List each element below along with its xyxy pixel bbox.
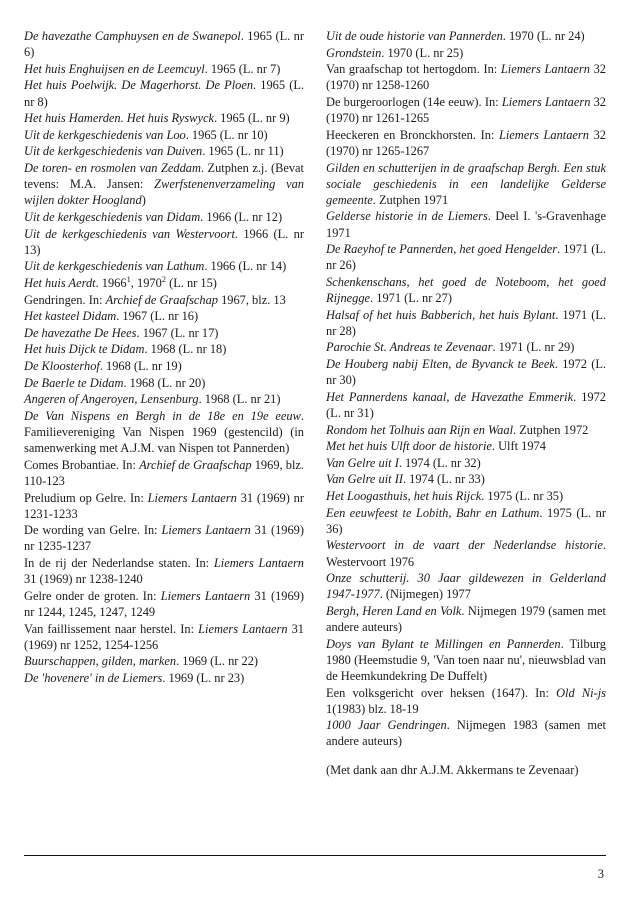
bibliography-entry: Uit de oude historie van Pannerden. 1970 (L. nr 24) — [326, 29, 585, 43]
bibliography-entry: Uit de kerkgeschiedenis van Lathum. 1966 (L. nr 14) — [24, 259, 287, 274]
bibliography-entry: Uit de kerkgeschiedenis van Duiven. 1965 (L. nr 11) — [24, 144, 284, 159]
bibliography-entry: Het huis Poelwijk. De Magerhorst. De Ploen. 1965 (L. nr 8) — [24, 78, 305, 109]
bibliography-entry: De Houberg nabij Elten, de Byvanck te Beek. 1972 (L. nr 30) — [326, 357, 606, 388]
bibliography-entry: De havezathe Camphuysen en de Swanepol. 1965 (L. nr 6) — [24, 29, 304, 60]
bibliography-entry: In de rij der Nederlandse staten. In: Liemers Lantaern 31 (1969) nr 1238-1240 — [24, 556, 304, 587]
bibliography-entry: Gilden en schutterijen in de graafschap Bergh. Een stuk sociale geschiedenis in een landelijke Gelderse gemeente. Zutphen 1971 — [326, 160, 606, 207]
bibliography-entry: Buurschappen, gilden, marken. 1969 (L. nr 22) — [24, 654, 259, 669]
bibliography-entry: Het huis Enghuijsen en de Leemcuyl. 1965 (L. nr 7) — [24, 61, 281, 76]
bibliography-entry: Grondstein. 1970 (L. nr 25) — [326, 45, 464, 60]
bibliography-entry: Heeckeren en Bronckhorsten. In: Liemers Lantaern 32 (1970) nr 1265-1267 — [326, 127, 606, 158]
footer-rule — [24, 855, 606, 856]
bibliography-entry: De havezathe De Hees. 1967 (L. nr 17) — [24, 325, 219, 340]
bibliography-entry: Van Gelre uit I. 1974 (L. nr 32) — [326, 455, 481, 470]
bibliography-entry: Het Pannerdens kanaal, de Havezathe Emmerik. 1972 (L. nr 31) — [326, 389, 606, 420]
bibliography-entry: De toren- en rosmolen van Zeddam. Zutphen z.j. (Bevat tevens: M.A. Jansen: Zwerfstenenverzameling van wijlen dokter Hoogland) — [24, 161, 305, 208]
bibliography-entry: Halsaf of het huis Babberich, het huis Bylant. 1971 (L. nr 28) — [326, 307, 606, 338]
bibliography-entry: Angeren of Angeroyen, Lensenburg. 1968 (L. nr 21) — [24, 392, 281, 407]
bibliography-entry: Rondom het Tolhuis aan Rijn en Waal. Zutphen 1972 — [326, 422, 589, 437]
bibliography-entry: Uit de kerkgeschiedenis van Loo. 1965 (L. nr 10) — [24, 127, 268, 142]
bibliography-entry: Bergh, Heren Land en Volk. Nijmegen 1979 (samen met andere auteurs) — [326, 603, 606, 634]
bibliography-entry: 1000 Jaar Gendringen. Nijmegen 1983 (samen met andere auteurs) — [326, 718, 606, 749]
bibliography-entry: Een eeuwfeest te Lobith, Bahr en Lathum. 1975 (L. nr 36) — [326, 505, 606, 536]
page-number: 3 — [597, 867, 604, 881]
bibliography-entry: De burgeroorlogen (14e eeuw). In: Liemers Lantaern 32 (1970) nr 1261-1265 — [326, 95, 606, 126]
bibliography-entry: Onze schutterij. 30 Jaar gildewezen in Gelderland 1947-1977. (Nijmegen) 1977 — [326, 571, 606, 602]
bibliography-entry: Gelderse historie in de Liemers. Deel I. 's-Gravenhage 1971 — [326, 209, 606, 240]
bibliography-entry: Uit de kerkgeschiedenis van Westervoort. 1966 (L. nr 13) — [24, 226, 304, 257]
bibliography-entry: De Van Nispens en Bergh in de 18e en 19e eeuw. Familievereniging Van Nispen 1969 (gestencild) (in samenwerking met A.J.M. van Nispen tot Pannerden) — [24, 408, 304, 456]
two-column-body — [24, 28, 606, 778]
bibliography-entry: Het kasteel Didam. 1967 (L. nr 16) — [24, 309, 199, 324]
bibliography-entry: De Raeyhof te Pannerden, het goed Hengelder. 1971 (L. nr 26) — [326, 242, 606, 273]
bibliography-entry: De wording van Gelre. In: Liemers Lantaern 31 (1969) nr 1235-1237 — [24, 523, 304, 554]
bibliography-entry: De 'hovenere' in de Liemers. 1969 (L. nr 23) — [24, 670, 245, 685]
bibliography-entry: Doys van Bylant te Millingen en Pannerden. Tilburg 1980 (Heemstudie 9, 'Van toen naar nu', nieuwsblad van de Heemkundekring De Duffelt) — [326, 636, 606, 683]
bibliography-entry: Een volksgericht over heksen (1647). In: Old Ni-js 1(1983) blz. 18-19 — [326, 685, 607, 716]
acknowledgement-note: (Met dank aan dhr A.J.M. Akkermans te Zevenaar) — [326, 762, 579, 777]
bibliography-entry: Westervoort in de vaart der Nederlandse historie. Westervoort 1976 — [326, 538, 606, 569]
bibliography-entry: Het huis Aerdt. 1966$^1$, 1970$^2$ (L. nr 15) — [24, 273, 217, 290]
bibliography-entry: Met het huis Ulft door de historie. Ulft 1974 — [326, 439, 546, 454]
bibliography-entry: Van faillissement naar herstel. In: Liemers Lantaern 31 (1969) nr 1252, 1254-1256 — [24, 621, 304, 652]
bibliography-entry: Van graafschap tot hertogdom. In: Liemers Lantaern 32 (1970) nr 1258-1260 — [326, 62, 606, 93]
bibliography-entry: Parochie St. Andreas te Zevenaar. 1971 (L. nr 29) — [326, 340, 575, 355]
bibliography-entry: Comes Brobantiae. In: Archief de Graafschap 1969, blz. 110-123 — [24, 457, 304, 488]
left-column — [24, 28, 304, 687]
bibliography-entry: Van Gelre uit II. 1974 (L. nr 33) — [326, 472, 485, 487]
bibliography-entry: De Baerle te Didam. 1968 (L. nr 20) — [24, 375, 206, 390]
bibliography-entry: Gendringen. In: Archief de Graafschap 1967, blz. 13 — [24, 292, 286, 307]
bibliography-entry: Preludium op Gelre. In: Liemers Lantaern 31 (1969) nr 1231-1233 — [24, 490, 304, 521]
right-column — [326, 28, 606, 778]
bibliography-entry: De Kloosterhof. 1968 (L. nr 19) — [24, 359, 182, 373]
bibliography-entry: Gelre onder de groten. In: Liemers Lantaern 31 (1969) nr 1244, 1245, 1247, 1249 — [24, 588, 305, 619]
bibliography-entry: Uit de kerkgeschiedenis van Didam. 1966 (L. nr 12) — [24, 209, 283, 224]
bibliography-entry: Het huis Dijck te Didam. 1968 (L. nr 18) — [24, 342, 227, 357]
bibliography-entry: Het Loogasthuis, het huis Rijck. 1975 (L. nr 35) — [326, 489, 564, 503]
bibliography-entry: Schenkenschans, het goed de Noteboom, het goed Rijnegge. 1971 (L. nr 27) — [326, 274, 606, 305]
bibliography-entry: Het huis Hamerden. Het huis Ryswyck. 1965 (L. nr 9) — [24, 111, 290, 126]
